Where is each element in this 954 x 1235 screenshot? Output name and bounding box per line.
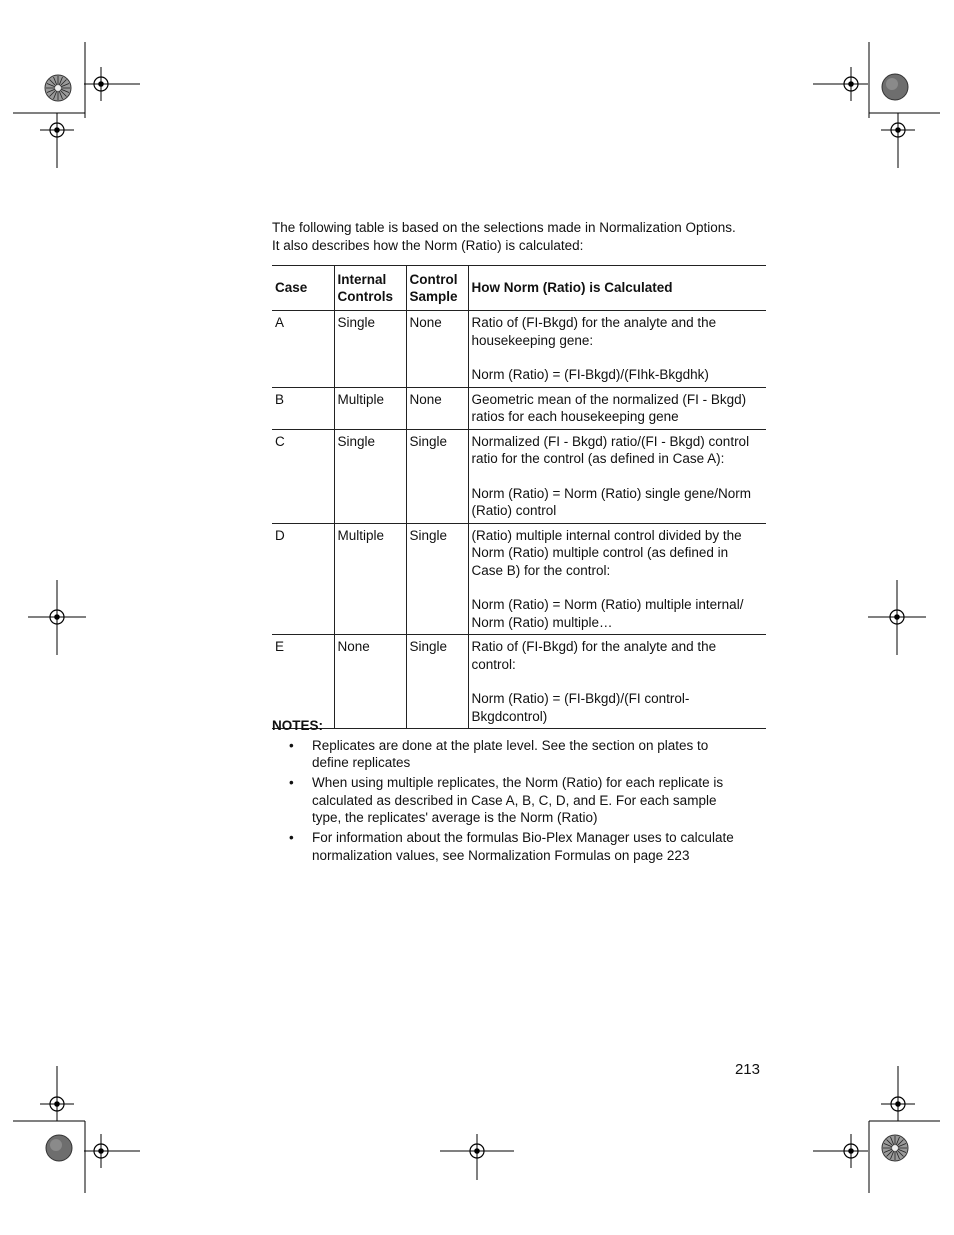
bullet-icon: • — [289, 737, 294, 753]
internal-controls-cell: Multiple — [334, 523, 406, 635]
notes-list — [272, 737, 742, 865]
case-cell: B — [272, 387, 334, 429]
calculation-cell: (Ratio) multiple internal control divided by the Norm (Ratio) multiple control (as defined in Case B) for the control: Norm (Ratio) = Norm (Ratio) multiple internal/ Norm (Ratio) multiple… — [468, 523, 766, 635]
list-item — [272, 829, 742, 864]
control-sample-cell: None — [406, 311, 468, 388]
note-text: For information about the formulas Bio-Plex Manager uses to calculate normalization values, see Normalization Formulas on page 223 — [312, 830, 734, 863]
internal-controls-cell: Single — [334, 429, 406, 523]
bullet-icon: • — [289, 775, 294, 790]
calculation-cell: Ratio of (FI-Bkgd) for the analyte and the housekeeping gene: Norm (Ratio) = (FI-Bkgd)/(FIhk-Bkgdhk) — [468, 311, 766, 388]
control-sample-cell: None — [406, 387, 468, 429]
intro-line-1: The following table is based on the selections made in Normalization Options. — [272, 220, 736, 235]
gray-circle-mark-icon — [882, 74, 908, 100]
calculation-cell: Ratio of (FI-Bkgd) for the analyte and the control: Norm (Ratio) = (FI-Bkgd)/(FI control-Bkgdcontrol) — [468, 635, 766, 729]
table-row — [272, 311, 766, 388]
header-how-calculated: How Norm (Ratio) is Calculated — [468, 266, 766, 311]
starburst-target-icon — [882, 1135, 908, 1161]
internal-controls-cell: Multiple — [334, 387, 406, 429]
table-row — [272, 387, 766, 429]
table-header-row — [272, 266, 766, 311]
case-cell: C — [272, 429, 334, 523]
control-sample-cell: Single — [406, 523, 468, 635]
table-row — [272, 635, 766, 729]
page-number: 213 — [734, 1061, 760, 1078]
list-item — [272, 737, 742, 772]
internal-controls-cell: None — [334, 635, 406, 729]
case-cell: E — [272, 635, 334, 729]
notes-section — [272, 717, 742, 867]
normalization-table — [272, 265, 766, 729]
note-text: When using multiple replicates, the Norm (Ratio) for each replicate is calculated as described in Case A, B, C, D, and E. For each sample type, the replicates' average is the Norm (Ratio) — [312, 775, 724, 825]
table-row — [272, 429, 766, 523]
calculation-cell: Normalized (FI - Bkgd) ratio/(FI - Bkgd) control ratio for the control (as defined in Case A): Norm (Ratio) = Norm (Ratio) single gene/Norm (Ratio) control — [468, 429, 766, 523]
calculation-cell: Geometric mean of the normalized (FI - Bkgd) ratios for each housekeeping gene — [468, 387, 766, 429]
intro-paragraph — [272, 219, 772, 254]
list-item — [272, 774, 742, 827]
table-row — [272, 523, 766, 635]
bullet-icon: • — [289, 830, 294, 845]
control-sample-cell: Single — [406, 429, 468, 523]
notes-heading: NOTES: — [272, 718, 324, 733]
case-cell: A — [272, 311, 334, 388]
internal-controls-cell: Single — [334, 311, 406, 388]
gray-circle-mark-icon — [46, 1135, 72, 1161]
case-cell: D — [272, 523, 334, 635]
note-text: Replicates are done at the plate level. See the section on plates to define replicates — [312, 737, 709, 770]
intro-line-2: It also describes how the Norm (Ratio) is calculated: — [272, 237, 584, 253]
starburst-target-icon — [45, 75, 71, 101]
header-control-sample: Control Sample — [406, 266, 468, 311]
header-case: Case — [272, 266, 334, 311]
header-internal-controls: Internal Controls — [334, 266, 406, 311]
control-sample-cell: Single — [406, 635, 468, 729]
